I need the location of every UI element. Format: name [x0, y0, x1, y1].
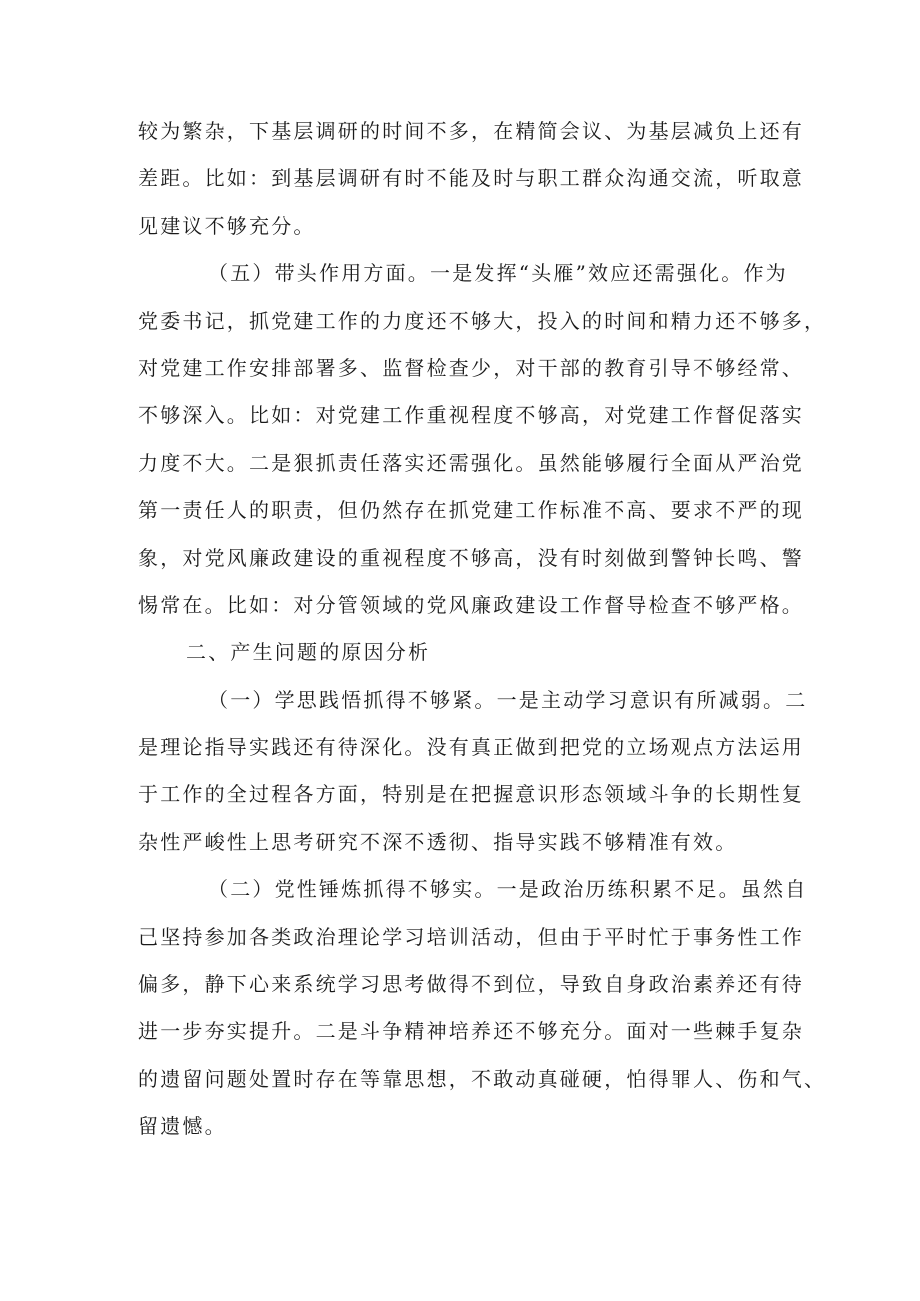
text-line: 较为繁杂，下基层调研的时间不多，在精简会议、为基层减负上还有	[138, 119, 804, 143]
section-heading: 二、产生问题的原因分析	[186, 640, 431, 665]
text-line: 留遗憾。	[138, 1114, 227, 1139]
paragraph-heading-2: （二）党性锤炼抓得不够实。一是政治历练积累不足。虽然自	[208, 877, 808, 902]
text-line: 党委书记，抓党建工作的力度还不够大，投入的时间和精力还不够多，	[138, 308, 827, 333]
text-line: 偏多，静下心来系统学习思考做得不到位，导致自身政治素养还有待	[138, 972, 804, 997]
text-line: 对党建工作安排部署多、监督检查少，对干部的教育引导不够经常、	[138, 355, 804, 380]
text-line: 的遗留问题处置时存在等靠思想，不敢动真碰硬，怕得罪人、伤和气、	[138, 1066, 827, 1091]
text-line: 象，对党风廉政建设的重视程度不够高，没有时刻做到警钟长鸣、警	[138, 545, 804, 570]
text-line: 差距。比如：到基层调研有时不能及时与职工群众沟通交流，听取意	[138, 166, 804, 191]
text-line: 杂性严峻性上思考研究不深不透彻、指导实践不够精准有效。	[138, 829, 738, 854]
text-line: 第一责任人的职责，但仍然存在抓党建工作标准不高、要求不严的现	[138, 498, 804, 523]
document-body	[138, 108, 827, 1151]
text-line: 己坚持参加各类政治理论学习培训活动，但由于平时忙于事务性工作	[138, 924, 804, 949]
text-line: 不够深入。比如：对党建工作重视程度不够高，对党建工作督促落实	[138, 403, 804, 428]
text-line: 见建议不够充分。	[138, 213, 316, 238]
text-line: 力度不大。二是狠抓责任落实还需强化。虽然能够履行全面从严治党	[138, 450, 804, 475]
text-line: 进一步夯实提升。二是斗争精神培养还不够充分。面对一些棘手复杂	[138, 1019, 804, 1044]
text-line: 于工作的全过程各方面，特别是在把握意识形态领域斗争的长期性复	[138, 782, 804, 807]
text-line: 是理论指导实践还有待深化。没有真正做到把党的立场观点方法运用	[138, 735, 804, 760]
text-line: 惕常在。比如：对分管领域的党风廉政建设工作督导检查不够严格。	[138, 592, 804, 617]
paragraph-heading-1: （一）学思践悟抓得不够紧。一是主动学习意识有所减弱。二	[208, 687, 808, 712]
paragraph-heading-5: （五）带头作用方面。一是发挥“头雁”效应还需强化。作为	[208, 261, 788, 286]
